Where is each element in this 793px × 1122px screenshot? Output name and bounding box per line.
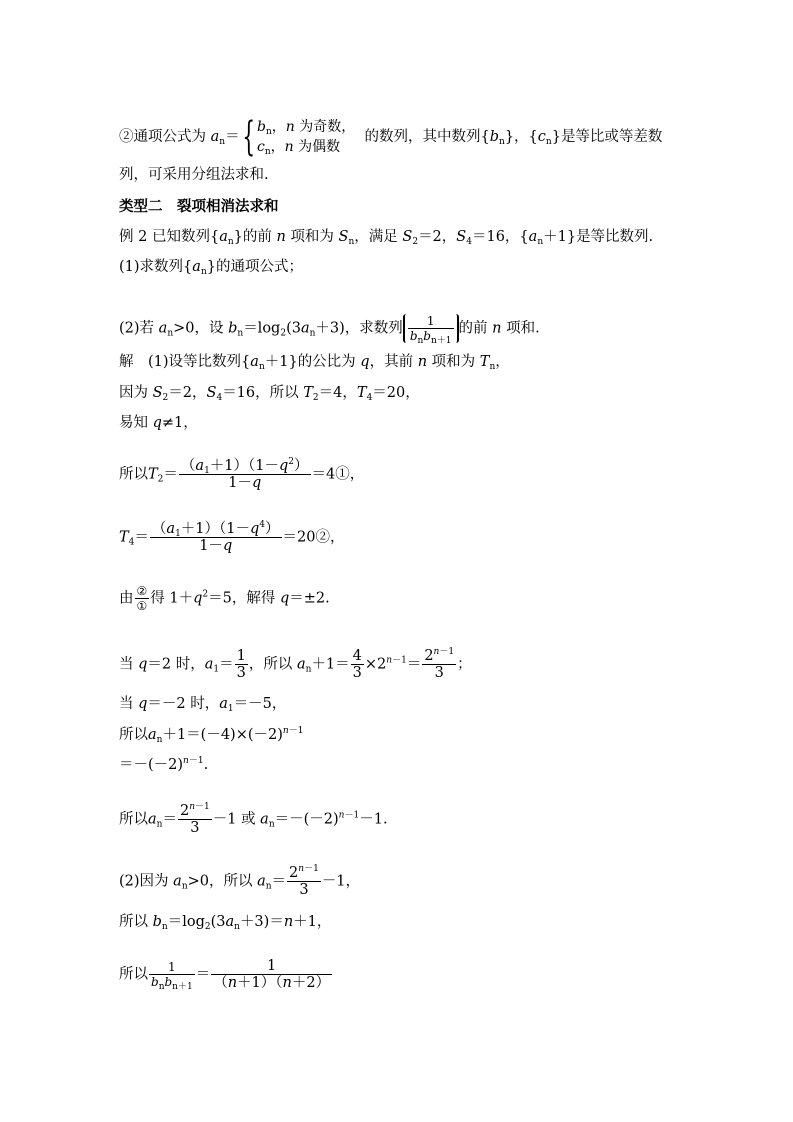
piecewise-cases: $b_n$，n 为奇数， $c_n$，n 为偶数 (257, 119, 356, 157)
section-title: 类型二 裂项相消法求和 (119, 198, 279, 215)
line-grouping-method: 列，可采用分组法求和. (119, 167, 269, 183)
solution-case-q-neg2: 当 q＝－2 时，$a_1=-5$， (119, 696, 287, 714)
solution-part-2-line-2: 所以 $b_n=\log_2(3a_n+3)=n+1$， (119, 914, 332, 932)
solution-line-3: 易知 q≠1， (119, 415, 198, 431)
solution-T2-equation: 所以$T_2=$ $\frac{(a_1+1)(1-q^2)}{1-q}$ ＝4①， (119, 457, 365, 491)
solution-T4-equation: $T_4=$ $\frac{(a_1+1)(1-q^4)}{1-q}$ ＝20②， (119, 520, 345, 554)
example-2-statement: 例 2 已知数列$\{a_n\}$的前 n 项和为 $S_n$，满足 $S_2=2$，$S_4=16$，$\{a_n+1\}$是等比数列. (119, 229, 654, 247)
solution-line-2: 因为 $S_2=2$，$S_4=16$，所以 $T_2=4$，$T_4=20$， (119, 385, 420, 403)
solution-part-2-line-1: (2)因为 $a_n>0$，所以 $a_n=$ $\frac{2^{n-1}}{3}$ －1， (119, 864, 361, 898)
solution-line-9: 所以$a_n+1=(-4)\times(-2)^{n-1}$ (119, 726, 304, 745)
solution-line-10: $=-(-2)^{n-1}$. (119, 756, 209, 773)
solution-part-2-line-3: 所以 $\frac{1}{b_nb_{n+1}}$ ＝ $\frac{1}{(n+1)(n+2)}$ (119, 958, 331, 992)
line-general-term: ②通项公式为 $a_n=${ $b_n$，n 为奇数， $c_n$，n 为偶数 的数列，其中数列$\{b_n\}$，$\{c_n\}$是等比或等差数 (119, 114, 663, 160)
sequence-set: $\frac{1}{b_nb_{n+1}}$ (403, 314, 459, 343)
solution-case-q-2: 当 q＝2 时，$a_1=$ $\frac{1}{3}$ ，所以 $a_n+1=$ $\frac{4}{3}$ $\times 2^{n-1}=$ $\frac{2^{n-1}}{3}$ ； (119, 647, 472, 681)
question-2: (2)若 $a_n>0$，设 $b_n=\log_2(3a_n+3)$，求数列 $\frac{1}{b_nb_{n+1}}$ 的前 n 项和. (119, 314, 540, 346)
question-1: (1)求数列$\{a_n\}$的通项公式； (119, 259, 303, 277)
left-brace: { (241, 114, 255, 160)
solution-line-11: 所以$a_n=$ $\frac{2^{n-1}}{3}$ －1 或 $a_n=-(-2)^{n-1}-1$. (119, 802, 388, 836)
solution-line-1: 解 (1)设等比数列$\{a_n+1\}$的公比为 q，其前 n 项和为 $T_n$， (119, 354, 510, 372)
solution-ratio: 由 $\frac{\text{②}}{\text{①}}$ 得 $1+q^2=5$，解得 q＝±2. (119, 584, 330, 613)
